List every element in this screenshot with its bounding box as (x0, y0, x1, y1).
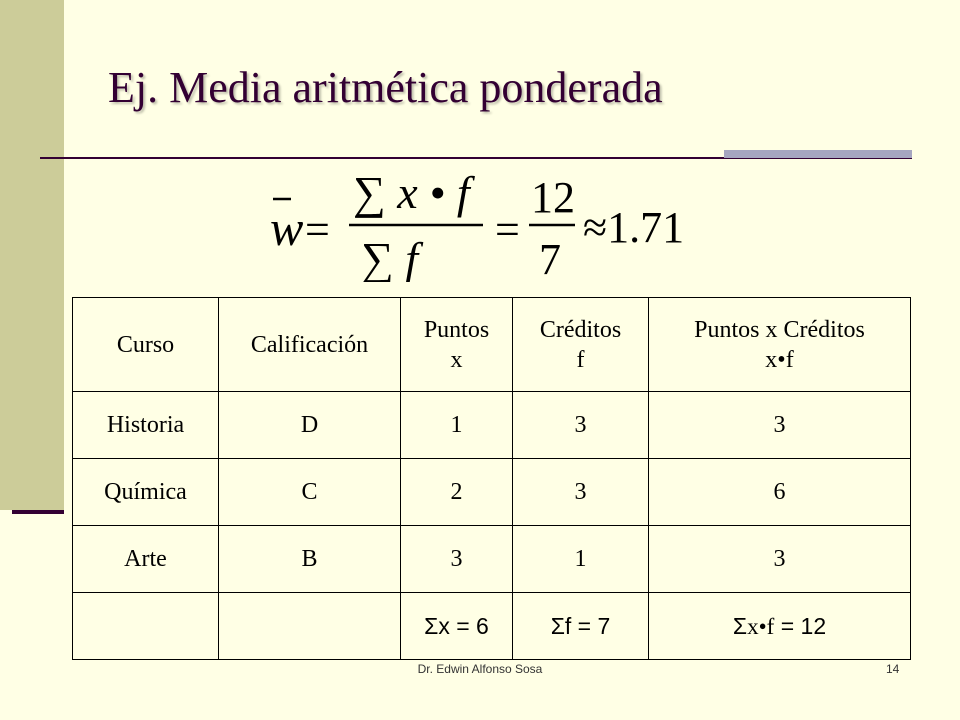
sum-f: Σf = 7 (513, 593, 649, 660)
page-number: 14 (886, 662, 900, 676)
cell-producto: 6 (649, 459, 911, 526)
sum-xf-sigma: Σ (732, 612, 748, 639)
cell-puntos: 2 (401, 459, 513, 526)
table-sum-row (73, 593, 911, 660)
sum-x: Σx = 6 (401, 593, 513, 660)
formula-equals-2: = (495, 205, 520, 254)
header-puntos: Puntos x (401, 298, 513, 392)
formula-w: w (270, 200, 304, 256)
header-puntos-x-creditos: Puntos x Créditos x•f (649, 298, 911, 392)
cell-calificacion: B (219, 526, 401, 593)
cell-producto: 3 (649, 392, 911, 459)
formula-approx-value: ≈1.71 (583, 203, 685, 252)
grades-table (72, 297, 911, 660)
weighted-mean-formula (265, 162, 705, 282)
sum-xf (649, 593, 911, 660)
slide-title: Ej. Media aritmética ponderada (108, 63, 663, 112)
cell-producto: 3 (649, 526, 911, 593)
table-row (73, 459, 911, 526)
formula-equals-1: = (305, 205, 330, 254)
header-creditos: Créditos f (513, 298, 649, 392)
header-calificacion: Calificación (219, 298, 401, 392)
sum-xf-value: = 12 (774, 612, 827, 639)
formula-numerator: ∑ x • f (353, 167, 470, 218)
sum-xf-label: x•f (747, 613, 775, 639)
formula-svg (265, 162, 705, 282)
sum-empty-curso (73, 593, 219, 660)
table-row (73, 526, 911, 593)
cell-puntos: 3 (401, 526, 513, 593)
cell-creditos: 3 (513, 392, 649, 459)
table-row (73, 392, 911, 459)
formula-fraction-num: 12 (531, 173, 575, 222)
formula-fraction-den: 7 (539, 235, 561, 282)
cell-calificacion: C (219, 459, 401, 526)
sum-empty-calificacion (219, 593, 401, 660)
formula-denominator: ∑ f (361, 233, 419, 282)
cell-creditos: 3 (513, 459, 649, 526)
cell-curso: Química (73, 459, 219, 526)
header-curso: Curso (73, 298, 219, 392)
cell-calificacion: D (219, 392, 401, 459)
cell-curso: Arte (73, 526, 219, 593)
title-rule-accent (724, 150, 912, 158)
cell-puntos: 1 (401, 392, 513, 459)
sidebar-band (0, 0, 64, 510)
cell-creditos: 1 (513, 526, 649, 593)
cell-curso: Historia (73, 392, 219, 459)
table-header-row (73, 298, 911, 392)
footer-author: Dr. Edwin Alfonso Sosa (417, 662, 543, 676)
sidebar-foot-line (12, 510, 64, 514)
